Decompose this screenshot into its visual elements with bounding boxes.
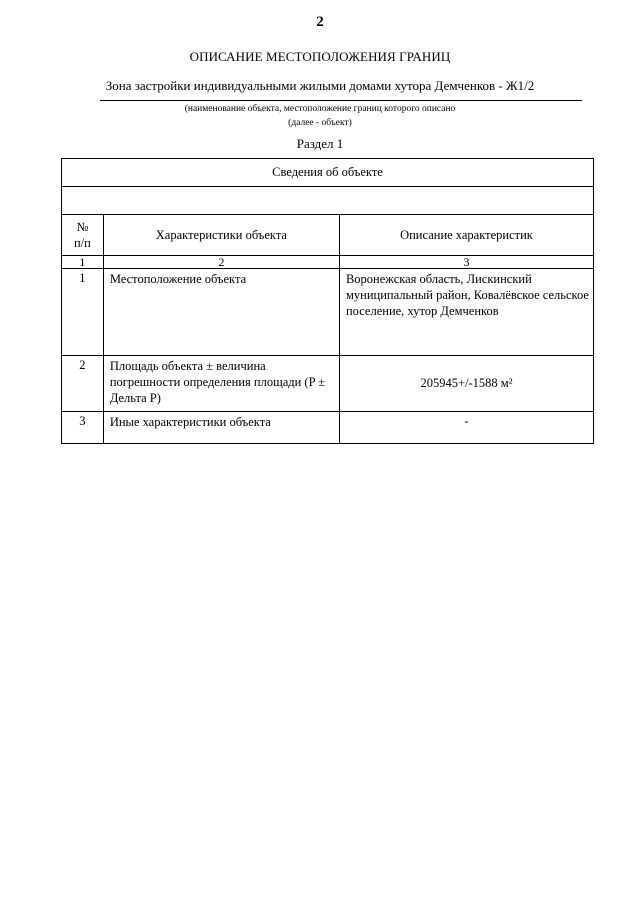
table-row <box>62 269 594 356</box>
column-number-2: 2 <box>103 256 339 269</box>
table-row <box>62 356 594 412</box>
row-number: 2 <box>62 356 104 412</box>
column-number-1: 1 <box>62 256 104 269</box>
object-name-caption: (наименование объекта, местоположение границ которого описано <box>184 104 456 114</box>
table-row <box>62 412 594 444</box>
underline-divider <box>100 100 582 101</box>
row-characteristic: Местоположение объекта <box>103 269 339 356</box>
table-header: Сведения об объекте <box>62 159 594 187</box>
column-header-number: № п/п <box>62 215 104 256</box>
object-name-caption-2: (далее - объект) <box>288 118 352 128</box>
object-info-table <box>61 158 594 444</box>
column-header-row <box>62 215 594 256</box>
column-header-characteristic: Характеристики объекта <box>103 215 339 256</box>
table-header-row <box>62 159 594 187</box>
section-title: Раздел 1 <box>296 136 344 151</box>
empty-cell <box>62 187 594 215</box>
row-number: 1 <box>62 269 104 356</box>
page-number: 2 <box>316 14 324 30</box>
row-description: - <box>339 412 593 444</box>
empty-row <box>62 187 594 215</box>
row-description: 205945+/-1588 м² <box>339 356 593 412</box>
row-characteristic: Иные характеристики объекта <box>103 412 339 444</box>
row-number: 3 <box>62 412 104 444</box>
column-header-description: Описание характеристик <box>339 215 593 256</box>
column-number-3: 3 <box>339 256 593 269</box>
object-name: Зона застройки индивидуальными жилыми домами хутора Демченков - Ж1/2 <box>105 78 535 93</box>
row-description: Воронежская область, Лискинский муниципальный район, Ковалёвское сельское поселение, хутор Демченков <box>339 269 593 356</box>
column-number-row <box>62 256 594 269</box>
row-characteristic: Площадь объекта ± величина погрешности определения площади (P ± Дельта P) <box>103 356 339 412</box>
document-title: ОПИСАНИЕ МЕСТОПОЛОЖЕНИЯ ГРАНИЦ <box>189 49 451 64</box>
